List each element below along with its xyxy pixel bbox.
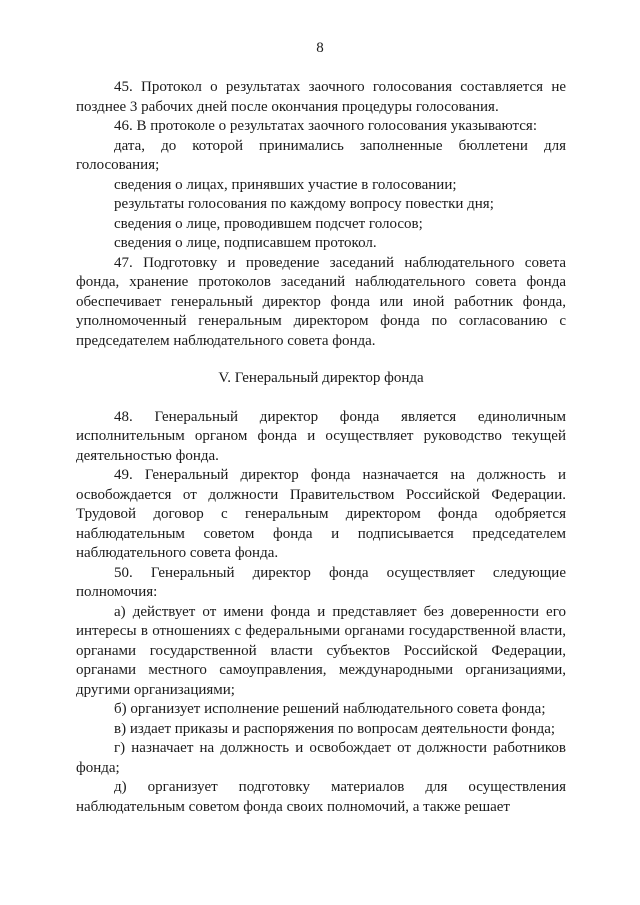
section-heading: V. Генеральный директор фонда — [218, 370, 424, 386]
paragraph-48: 48. Генеральный директор фонда является единоличным исполнительным органом фонда и осуществляет руководство текущей деятельностью фонда. — [76, 408, 566, 464]
list-item-b: б) организует исполнение решений наблюдательного совета фонда; — [114, 701, 546, 717]
list-item-date: дата, до которой принимались заполненные бюллетени для голосования; — [76, 137, 566, 173]
paragraph-50: 50. Генеральный директор фонда осуществляет следующие полномочия: — [76, 564, 566, 600]
paragraph-45: 45. Протокол о результатах заочного голосования составляется не позднее 3 рабочих дней после окончания процедуры голосования. — [76, 79, 566, 115]
paragraph-47: 47. Подготовку и проведение заседаний наблюдательного совета фонда, хранение протоколов заседаний наблюдательного совета фонда обеспечивает генеральный директор фонда или иной работник фонда, уполномоченный генеральным директором фонда по согласованию с председателем наблюдательного совета фонда. — [76, 254, 566, 349]
page-number: 8 — [316, 40, 324, 56]
list-item-results: результаты голосования по каждому вопросу повестки дня; — [114, 196, 494, 212]
document-body — [76, 78, 566, 817]
list-item-participants: сведения о лицах, принявших участие в голосовании; — [114, 176, 457, 193]
list-item-v: в) издает приказы и распоряжения по вопросам деятельности фонда; — [114, 720, 556, 737]
paragraph-46: 46. В протоколе о результатах заочного голосования указываются: — [114, 118, 537, 134]
list-item-g: г) назначает на должность и освобождает от должности работников фонда; — [76, 740, 566, 776]
list-item-signer: сведения о лице, подписавшем протокол. — [114, 235, 377, 251]
list-item-counter: сведения о лице, проводившем подсчет голосов; — [114, 215, 423, 232]
list-item-d: д) организует подготовку материалов для осуществления наблюдательным советом фонда своих полномочий, а также решает — [76, 779, 566, 815]
paragraph-49: 49. Генеральный директор фонда назначается на должность и освобождается от должности Правительством Российской Федерации. Трудовой договор с генеральным директором фонда одобряется наблюдательным советом фонда и подписывается председателем наблюдательного совета фонда. — [76, 467, 566, 561]
list-item-a: а) действует от имени фонда и представляет без доверенности его интересы в отношениях с федеральными органами государственной власти, органами государственной власти субъектов Российской Федерации, органами местного самоуправления, международными организациями, другими организациями; — [76, 603, 566, 698]
